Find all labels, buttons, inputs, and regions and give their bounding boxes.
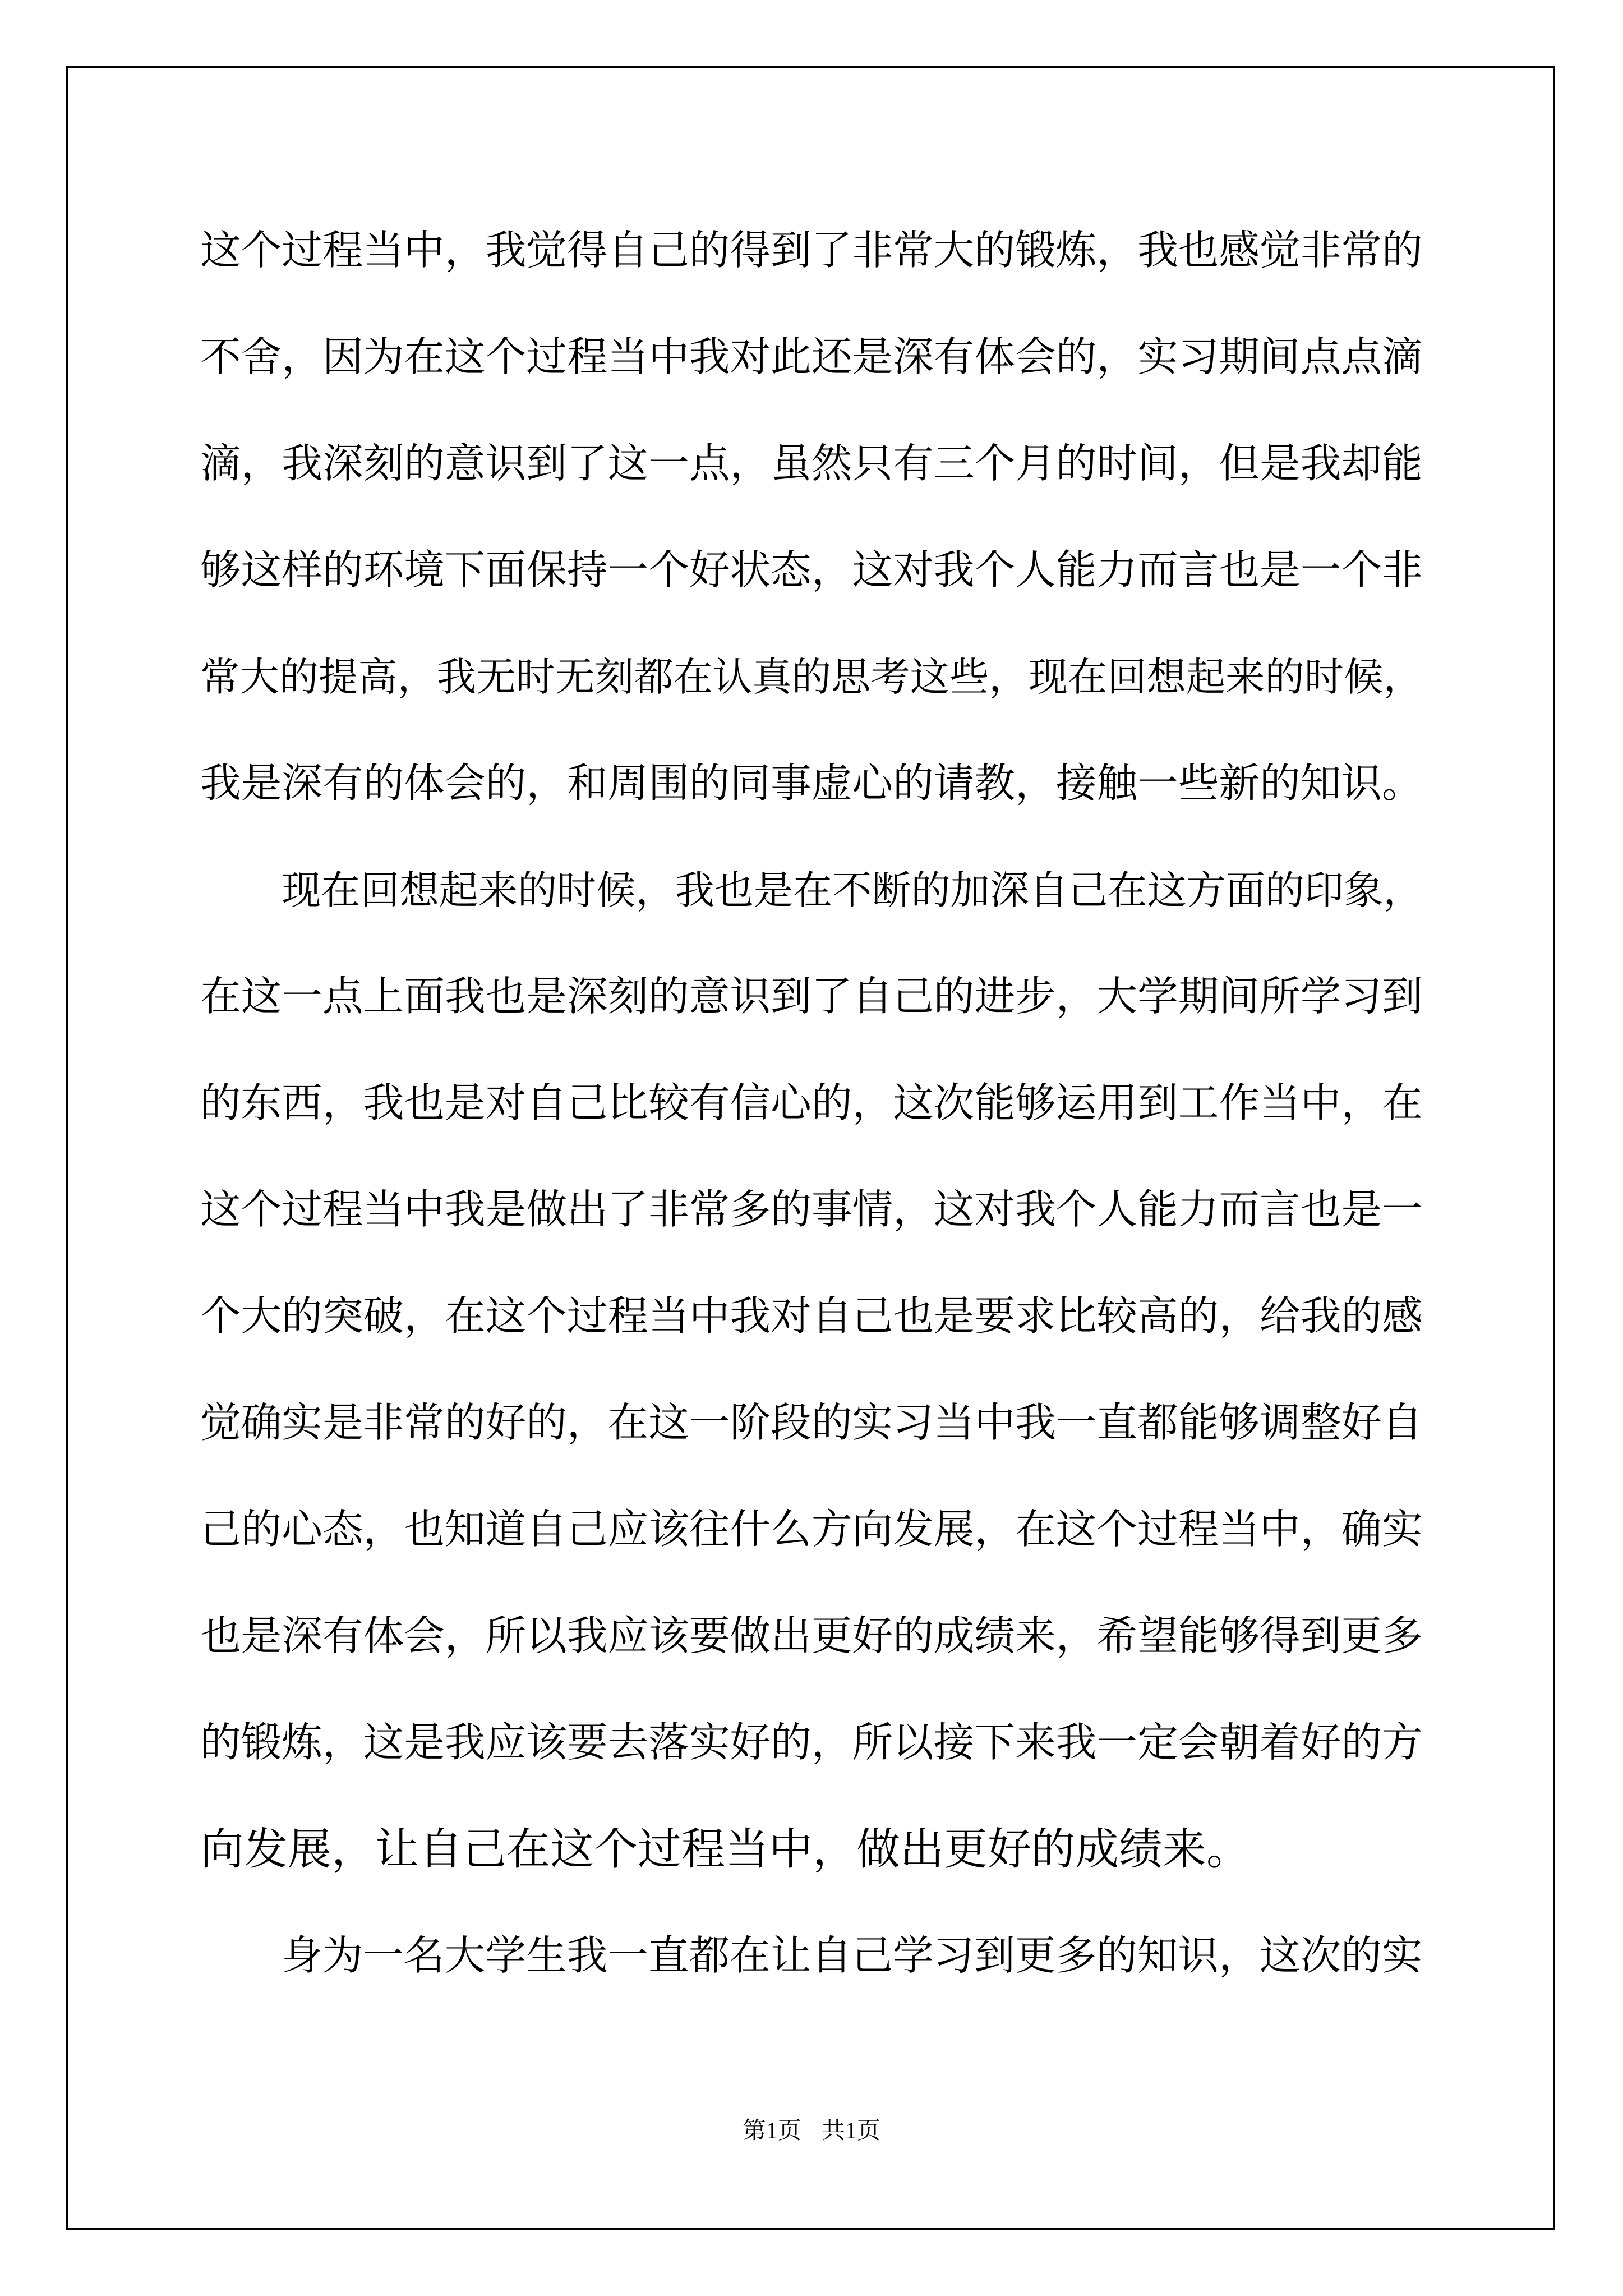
text-line: 这个过程当中我是做出了非常多的事情，这对我个人能力而言也是一 (200, 1186, 1423, 1234)
page-number-current: 第1页 (742, 2118, 801, 2144)
text-line: 不舍，因为在这个过程当中我对此还是深有体会的，实习期间点点滴 (200, 334, 1423, 381)
text-line: 够这样的环境下面保持一个好状态，这对我个人能力而言也是一个非 (200, 547, 1423, 594)
text-line: 身为一名大学生我一直都在让自己学习到更多的知识，这次的实 (282, 1932, 1423, 1980)
text-line: 向发展，让自己在这个过程当中，做出更好的成绩来。 (200, 1824, 1251, 1875)
text-line: 己的心态，也知道自己应该往什么方向发展，在这个过程当中，确实 (200, 1506, 1423, 1553)
text-line: 在这一点上面我也是深刻的意识到了自己的进步，大学期间所学习到 (200, 973, 1423, 1020)
text-line: 的锻炼，这是我应该要去落实好的，所以接下来我一定会朝着好的方 (200, 1719, 1423, 1766)
text-line: 常大的提高，我无时无刻都在认真的思考这些，现在回想起来的时候， (200, 654, 1423, 700)
text-line: 也是深有体会，所以我应该要做出更好的成绩来，希望能够得到更多 (200, 1613, 1423, 1660)
page-number-total: 共1页 (822, 2118, 881, 2144)
text-line: 这个过程当中，我觉得自己的得到了非常大的锻炼，我也感觉非常的 (200, 227, 1423, 274)
text-line: 的东西，我也是对自己比较有信心的，这次能够运用到工作当中，在 (200, 1080, 1423, 1127)
text-line: 我是深有的体会的，和周围的同事虚心的请教，接触一些新的知识。 (200, 760, 1423, 807)
text-line: 个大的突破，在这个过程当中我对自己也是要求比较高的，给我的感 (200, 1293, 1423, 1340)
text-line: 现在回想起来的时候，我也是在不断的加深自己在这方面的印象， (282, 867, 1423, 913)
text-line: 觉确实是非常的好的，在这一阶段的实习当中我一直都能够调整好自 (200, 1400, 1423, 1447)
page-footer (0, 2114, 1623, 2148)
text-line: 滴，我深刻的意识到了这一点，虽然只有三个月的时间，但是我却能 (200, 440, 1423, 487)
